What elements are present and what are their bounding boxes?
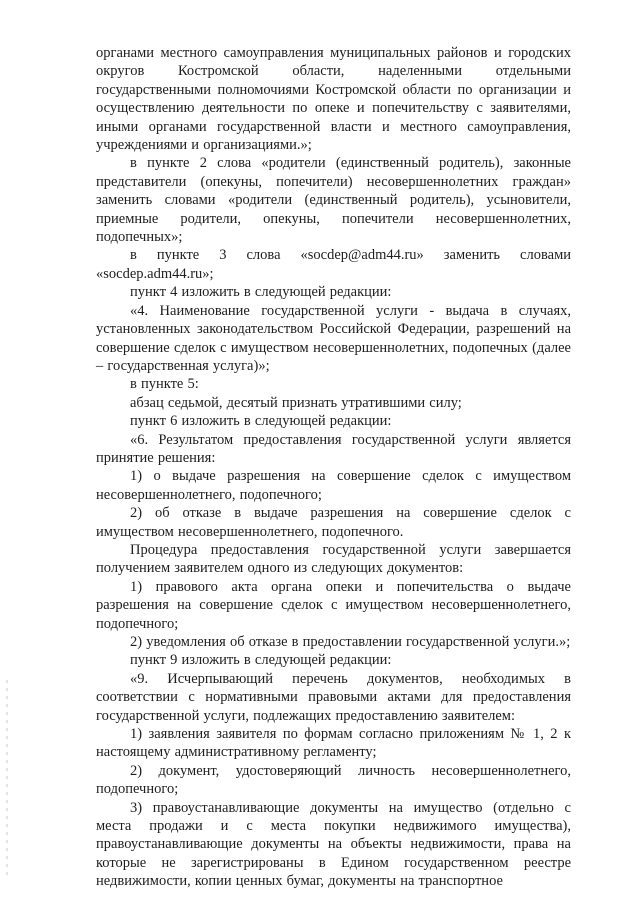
paragraph-procedure: Процедура предоставления государственной услуги завершается получением заявителем одного из следующих документов: [96, 541, 571, 577]
paragraph-point-9-item-3: 3) правоустанавливающие документы на имущество (отдельно с места продажи и с места покупки недвижимого имущества), правоустанавливающие документы на объекты недвижимости, права на которые не зарегистрированы в Едином государственном реестре недвижимости, копии ценных бумаг, документы на транспортное [96, 799, 571, 890]
document-page [96, 44, 571, 891]
scan-edge-mark [6, 680, 8, 880]
paragraph-point-4-intro: пункт 4 изложить в следующей редакции: [130, 284, 392, 301]
paragraph-point-6-item-1: 1) о выдаче разрешения на совершение сделок с имуществом несовершеннолетнего, подопечного; [96, 468, 571, 503]
paragraph-point-9-text: «9. Исчерпывающий перечень документов, необходимых в соответствии с нормативными правовыми актами для предоставления государственной услуги, подлежащих предоставлению заявителем: [96, 670, 571, 724]
paragraph-point-9-item-2: 2) документ, удостоверяющий личность несовершеннолетнего, подопечного; [96, 762, 571, 798]
paragraph-point-6-text: «6. Результатом предоставления государственной услуги является принятие решения: [96, 431, 571, 466]
paragraph-point-2: в пункте 2 слова «родители (единственный родитель), законные представители (опекуны, попечители) несовершеннолетних граждан» заменить словами «родители (единственный родитель), усыновители, приемные родители, опекуны, попечители несовершеннолетних, подопечных»; [96, 155, 571, 246]
paragraph-point-6-intro: пункт 6 изложить в следующей редакции: [130, 413, 392, 430]
paragraph-point-4-text: «4. Наименование государственной услуги - выдача в случаях, установленных законодательством Российской Федерации, разрешений на совершение сделок с имуществом несовершеннолетних, подопечных (далее – государственная услуга)»; [96, 302, 571, 374]
paragraph-authorities: органами местного самоуправления муниципальных районов и городских округов Костромской области, наделенными отдельными государственными полномочиями Костромской области по организации и осуществлению деятельности по опеке и попечительству с заявителями, иными органами государственной власти и местного самоуправления, учреждениями и организациями.»; [96, 45, 571, 154]
paragraph-point-9-item-1: 1) заявления заявителя по формам согласно приложениям № 1, 2 к настоящему административному регламенту; [96, 726, 571, 761]
paragraph-point-5-intro: в пункте 5: [130, 376, 199, 393]
paragraph-point-9-intro: пункт 9 изложить в следующей редакции: [130, 652, 392, 669]
paragraph-point-5-text: абзац седьмой, десятый признать утратившими силу; [130, 394, 462, 411]
paragraph-point-6-item-2: 2) об отказе в выдаче разрешения на совершение сделок с имуществом несовершеннолетнего, подопечного. [96, 505, 571, 540]
paragraph-procedure-item-2: 2) уведомления об отказе в предоставлении государственной услуги.»; [130, 634, 571, 650]
paragraph-procedure-item-1: 1) правового акта органа опеки и попечительства о выдаче разрешения на совершение сделок с имуществом несовершеннолетнего, подопечного; [96, 578, 571, 632]
paragraph-point-3: в пункте 3 слова «socdep@adm44.ru» заменить словами «socdep.adm44.ru»; [96, 247, 571, 282]
